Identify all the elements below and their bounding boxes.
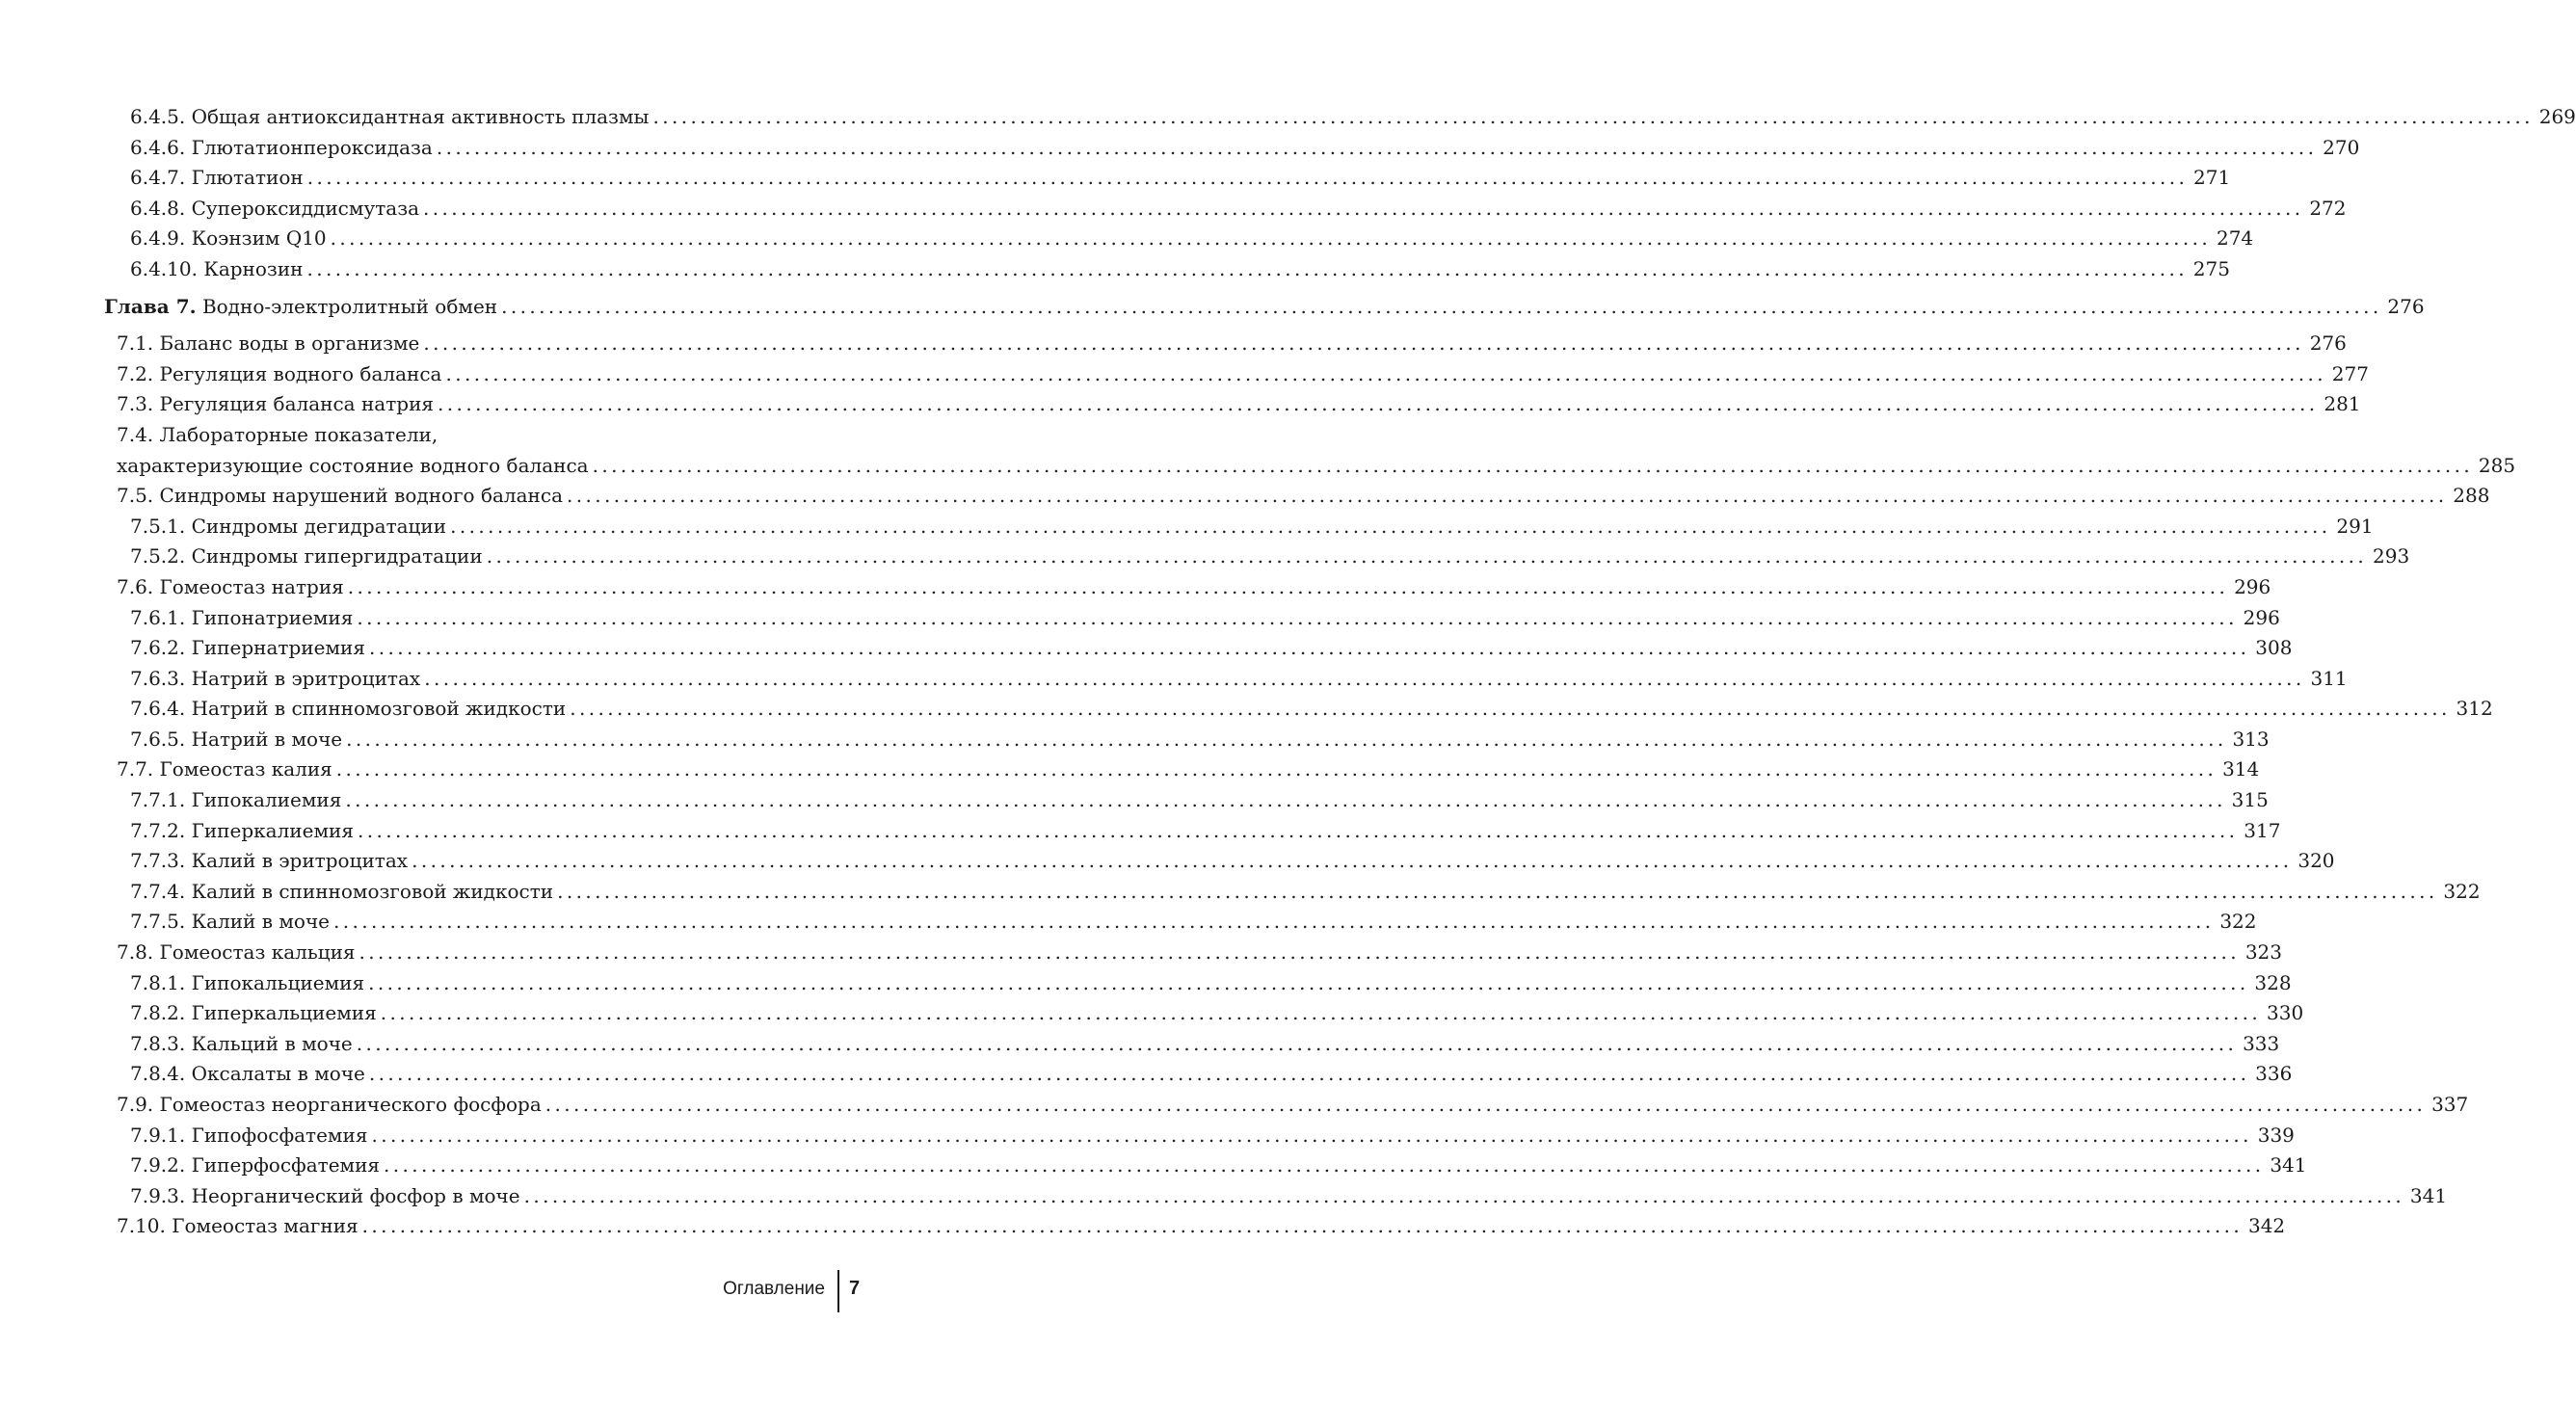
toc-entry-text: Гипокалиемия [191, 788, 342, 812]
toc-entry [0, 329, 2347, 359]
toc-page-number: 330 [2267, 1001, 2304, 1025]
toc-entry-number: 7.8.2. [130, 1001, 186, 1025]
toc-page-number: 277 [2331, 361, 2369, 385]
toc-entry-text: Гиперкальциемия [191, 1001, 377, 1025]
toc-page-number: 275 [2192, 256, 2230, 280]
toc-page-number: 296 [2234, 574, 2271, 598]
toc-leader-dots: ........................................................................................................................................................................................................ [306, 166, 2189, 190]
toc-entry [0, 603, 2280, 634]
toc-entry [0, 938, 2283, 968]
toc-page-number: 342 [2247, 1214, 2286, 1238]
toc-leader-dots: ........................................................................................................................................................................................................ [384, 1153, 2265, 1177]
toc-entry-number: 6.4.6. [130, 135, 186, 159]
toc-entry-number: 7.9. [117, 1093, 154, 1116]
toc-entry-title [117, 481, 563, 512]
toc-leader-dots: ........................................................................................................................................................................................................ [412, 849, 2293, 873]
toc-entry-title [117, 420, 589, 481]
toc-entry-text: Гипофосфатемия [191, 1123, 368, 1147]
toc-page-number: 276 [2309, 331, 2347, 356]
toc-entry-title [130, 846, 408, 877]
toc-leader-dots: ........................................................................................................................................................................................................ [380, 1001, 2262, 1025]
toc-entry-title [104, 292, 497, 323]
toc-page-number: 313 [2232, 727, 2270, 751]
toc-leader-dots: ........................................................................................................................................................................................................ [652, 105, 2534, 128]
toc-entry-text: Регуляция водного баланса [159, 361, 442, 385]
toc-page-number: 341 [2409, 1183, 2448, 1207]
toc-page-number: 328 [2254, 970, 2292, 994]
toc-entry-text: Карнозин [203, 256, 304, 280]
toc-entry-number: 7.9.3. [130, 1183, 186, 1207]
toc-entry-text: Неорганический фосфор в моче [191, 1183, 520, 1207]
toc-entry-title [130, 816, 354, 847]
toc-leader-dots: ........................................................................................................................................................................................................ [450, 514, 2331, 538]
toc-leader-dots: ........................................................................................................................................................................................................ [361, 1214, 2244, 1238]
toc-entry-number: 7.6.2. [130, 636, 186, 660]
toc-entry-title [117, 754, 332, 785]
toc-entry-title [130, 633, 365, 664]
toc-entry-number: 7.8.1. [130, 970, 186, 994]
toc-entry [0, 664, 2348, 695]
toc-entry-title [117, 938, 356, 968]
toc-page-number: 312 [2456, 697, 2493, 721]
toc-entry-title [130, 1029, 353, 1060]
toc-leader-dots: ........................................................................................................................................................................................................ [592, 453, 2474, 477]
toc-entry-number: 7.3. [117, 392, 154, 416]
footer-divider [837, 1270, 839, 1312]
toc-entry [0, 102, 2576, 133]
toc-entry-text: Супероксиддисмутаза [191, 196, 420, 220]
toc-entry-number: 7.7. [117, 757, 154, 781]
toc-leader-dots: ........................................................................................................................................................................................................ [436, 135, 2318, 159]
toc-leader-dots: ........................................................................................................................................................................................................ [438, 392, 2319, 416]
toc-leader-dots: ........................................................................................................................................................................................................ [423, 331, 2304, 356]
toc-entry-text: Гипернатриемия [191, 636, 365, 660]
toc-entry [0, 907, 2257, 938]
toc-entry-text: Синдромы гипергидратации [191, 544, 483, 569]
toc-page-number: 336 [2255, 1062, 2293, 1086]
toc-entry [0, 389, 2361, 420]
toc-entry-title [130, 907, 330, 938]
toc-entry-text: Глютатион [191, 166, 304, 190]
toc-entry-text: Калий в спинномозговой жидкости [191, 879, 554, 903]
toc-entry-title [130, 603, 353, 634]
toc-page-number: 337 [2431, 1093, 2469, 1116]
page-number: 7 [849, 1278, 861, 1299]
toc-page-number: 323 [2244, 940, 2283, 965]
toc-entry-title [130, 694, 566, 725]
toc-entry [0, 359, 2369, 390]
toc-entry [0, 877, 2481, 908]
toc-leader-dots: ........................................................................................................................................................................................................ [544, 1093, 2427, 1116]
toc-leader-dots: ........................................................................................................................................................................................................ [346, 727, 2227, 751]
toc-entry-number: 7.6.3. [130, 666, 186, 690]
toc-leader-dots: ........................................................................................................................................................................................................ [445, 361, 2326, 385]
toc-entry-text: Натрий в спинномозговой жидкости [191, 697, 567, 721]
toc-leader-dots: ........................................................................................................................................................................................................ [345, 788, 2226, 812]
toc-leader-dots: ........................................................................................................................................................................................................ [570, 697, 2451, 721]
toc-entry-number: 7.8.4. [130, 1062, 186, 1086]
toc-entry [0, 1029, 2280, 1060]
toc-entry-text: Калий в моче [191, 910, 331, 934]
toc-entry [0, 542, 2410, 572]
toc-page-number: 293 [2373, 544, 2410, 569]
toc-entry-number: 6.4.10. [130, 256, 198, 280]
toc-page-number: 341 [2270, 1153, 2307, 1177]
toc-page-number: 291 [2336, 514, 2374, 538]
toc-leader-dots: ........................................................................................................................................................................................................ [557, 879, 2438, 903]
toc-entry [0, 846, 2335, 877]
running-footer-label: Оглавление [723, 1279, 825, 1299]
toc-entry [0, 224, 2254, 254]
toc-leader-dots: ........................................................................................................................................................................................................ [356, 1031, 2238, 1055]
toc-entry [0, 1211, 2286, 1242]
toc-entry-number: 6.4.9. [130, 226, 186, 251]
toc-page-number: 285 [2478, 453, 2516, 477]
toc-entry [0, 816, 2281, 847]
toc-entry-number: 6.4.8. [130, 196, 186, 220]
toc-leader-dots: ........................................................................................................................................................................................................ [357, 818, 2239, 842]
toc-entry-number: Глава 7. [104, 294, 197, 318]
toc-leader-dots: ........................................................................................................................................................................................................ [567, 484, 2448, 508]
toc-entry [0, 512, 2374, 542]
toc-page-number: 333 [2243, 1031, 2280, 1055]
toc-entry-text: Кальций в моче [191, 1031, 353, 1055]
toc-page-number: 317 [2244, 818, 2281, 842]
toc-entry-title [117, 1211, 359, 1242]
toc-entry-number: 7.8. [117, 940, 154, 965]
page-footer [713, 1270, 867, 1312]
toc-entry-title [117, 1090, 542, 1121]
toc-entry-text: Синдромы дегидратации [191, 514, 447, 538]
toc-entry-text: Натрий в эритроцитах [191, 666, 421, 690]
toc-entry-text: Калий в эритроцитах [191, 849, 409, 873]
toc-entry-number: 7.7.5. [130, 910, 186, 934]
toc-leader-dots: ........................................................................................................................................................................................................ [423, 196, 2304, 220]
toc-entry [0, 1151, 2307, 1181]
toc-leader-dots: ........................................................................................................................................................................................................ [486, 544, 2368, 569]
toc-leader-dots: ........................................................................................................................................................................................................ [368, 1062, 2250, 1086]
toc-entry-number: 7.5.2. [130, 544, 186, 569]
toc-entry [0, 1090, 2469, 1121]
toc-entry [0, 194, 2347, 225]
toc-entry-title [117, 359, 441, 390]
toc-leader-dots: ........................................................................................................................................................................................................ [347, 574, 2229, 598]
toc-entry [0, 785, 2269, 816]
toc-chapter-entry [0, 292, 2425, 323]
toc-entry [0, 998, 2304, 1029]
toc-leader-dots: ........................................................................................................................................................................................................ [368, 636, 2250, 660]
toc-entry-title [130, 664, 420, 695]
toc-entry-title [117, 572, 344, 603]
toc-entry-number: 7.5. [117, 484, 154, 508]
toc-entry-title [130, 1151, 380, 1181]
table-of-contents [0, 102, 2576, 1242]
toc-entry-title [130, 133, 433, 164]
toc-page-number: 339 [2257, 1123, 2295, 1147]
toc-page-number: 322 [2443, 879, 2481, 903]
toc-page-number: 274 [2216, 226, 2254, 251]
toc-leader-dots: ........................................................................................................................................................................................................ [523, 1183, 2405, 1207]
toc-entry [0, 420, 2516, 481]
toc-entry-text: Оксалаты в моче [191, 1062, 365, 1086]
toc-page-number: 296 [2243, 605, 2280, 629]
toc-page-number: 281 [2324, 392, 2361, 416]
toc-page-number: 314 [2222, 757, 2260, 781]
toc-page-number: 272 [2309, 196, 2347, 220]
toc-leader-dots: ........................................................................................................................................................................................................ [333, 910, 2215, 934]
toc-entry [0, 133, 2360, 164]
toc-entry-title [130, 877, 553, 908]
toc-page-number: 311 [2310, 666, 2348, 690]
toc-entry-number: 7.2. [117, 361, 154, 385]
toc-page-number: 315 [2231, 788, 2269, 812]
toc-entry-number: 7.6.1. [130, 605, 186, 629]
toc-entry-text: Гомеостаз магния [172, 1214, 359, 1238]
toc-entry-text: Гомеостаз калия [159, 757, 332, 781]
toc-entry-text: Гомеостаз неорганического фосфора [159, 1093, 542, 1116]
toc-entry-number: 7.6. [117, 574, 154, 598]
toc-entry [0, 1059, 2293, 1090]
toc-entry-text: Синдромы нарушений водного баланса [159, 484, 563, 508]
toc-entry-title [130, 1059, 365, 1090]
toc-entry-title [130, 1121, 367, 1151]
toc-entry-text: Гипокальциемия [191, 970, 365, 994]
toc-entry-text: Коэнзим Q10 [191, 226, 327, 251]
toc-entry-number: 7.7.2. [130, 818, 186, 842]
toc-leader-dots: ........................................................................................................................................................................................................ [368, 970, 2249, 994]
toc-entry-title [130, 1181, 520, 1212]
toc-entry-title [130, 194, 419, 225]
toc-entry-text-continued: характеризующие состояние водного баланса [117, 453, 589, 477]
toc-entry-number: 7.8.3. [130, 1031, 186, 1055]
toc-entry-title [130, 785, 341, 816]
toc-entry [0, 754, 2260, 785]
toc-entry [0, 725, 2270, 755]
toc-entry-title [130, 163, 304, 194]
toc-entry-text: Натрий в моче [191, 727, 343, 751]
toc-entry-title [130, 542, 483, 572]
toc-entry-number: 6.4.7. [130, 166, 186, 190]
toc-entry [0, 481, 2490, 512]
toc-leader-dots: ........................................................................................................................................................................................................ [359, 940, 2241, 965]
toc-page-number: 288 [2453, 484, 2490, 508]
toc-entry-title [117, 329, 419, 359]
toc-entry-number: 7.4. [117, 422, 154, 446]
toc-entry-title [130, 254, 304, 285]
toc-entry-number: 7.10. [117, 1214, 166, 1238]
toc-page-number: 269 [2538, 105, 2576, 128]
toc-entry-text: Баланс воды в организме [159, 331, 420, 356]
toc-page-number: 276 [2387, 294, 2425, 318]
toc-entry-text: Глютатионпероксидаза [191, 135, 433, 159]
toc-page-number: 270 [2323, 135, 2360, 159]
toc-entry-text: Общая антиоксидантная активность плазмы [191, 105, 650, 128]
toc-leader-dots: ........................................................................................................................................................................................................ [357, 605, 2238, 629]
toc-entry-number: 7.6.4. [130, 697, 186, 721]
toc-entry-title [117, 389, 434, 420]
toc-entry-number: 7.7.4. [130, 879, 186, 903]
toc-leader-dots: ........................................................................................................................................................................................................ [335, 757, 2217, 781]
toc-entry [0, 254, 2230, 285]
toc-leader-dots: ........................................................................................................................................................................................................ [424, 666, 2305, 690]
toc-entry-number: 7.1. [117, 331, 154, 356]
toc-entry-number: 7.5.1. [130, 514, 186, 538]
toc-entry-text: Гомеостаз натрия [159, 574, 344, 598]
toc-leader-dots: ........................................................................................................................................................................................................ [330, 226, 2212, 251]
toc-entry-text: Гомеостаз кальция [159, 940, 356, 965]
toc-entry-text: Регуляция баланса натрия [159, 392, 435, 416]
toc-entry [0, 1181, 2448, 1212]
toc-entry [0, 572, 2271, 603]
toc-entry-text: Гипонатриемия [191, 605, 354, 629]
toc-entry-number: 6.4.5. [130, 105, 186, 128]
toc-page-number: 322 [2219, 910, 2257, 934]
toc-entry [0, 163, 2231, 194]
toc-page-number: 308 [2255, 636, 2293, 660]
toc-entry-number: 7.7.3. [130, 849, 186, 873]
toc-leader-dots: ........................................................................................................................................................................................................ [371, 1123, 2252, 1147]
toc-entry-number: 7.9.1. [130, 1123, 186, 1147]
toc-entry [0, 633, 2293, 664]
toc-entry-text: Гиперфосфатемия [191, 1153, 381, 1177]
toc-entry-number: 7.6.5. [130, 727, 186, 751]
toc-entry-title [130, 512, 446, 542]
toc-entry [0, 1121, 2295, 1151]
toc-entry-text: Лабораторные показатели, [159, 422, 438, 446]
toc-page-number: 271 [2193, 166, 2231, 190]
toc-entry-title [130, 102, 649, 133]
toc-entry-text: Водно-электролитный обмен [201, 294, 498, 318]
toc-entry-number: 7.7.1. [130, 788, 186, 812]
toc-entry [0, 694, 2493, 725]
toc-entry [0, 968, 2292, 999]
toc-entry-title [130, 998, 377, 1029]
toc-entry-title [130, 224, 327, 254]
toc-entry-number: 7.9.2. [130, 1153, 186, 1177]
toc-entry-title [130, 725, 342, 755]
toc-entry-text: Гиперкалиемия [191, 818, 354, 842]
toc-page-number: 320 [2297, 849, 2335, 873]
toc-leader-dots: ........................................................................................................................................................................................................ [306, 256, 2188, 280]
toc-entry-title [130, 968, 364, 999]
toc-leader-dots: ........................................................................................................................................................................................................ [501, 294, 2382, 318]
